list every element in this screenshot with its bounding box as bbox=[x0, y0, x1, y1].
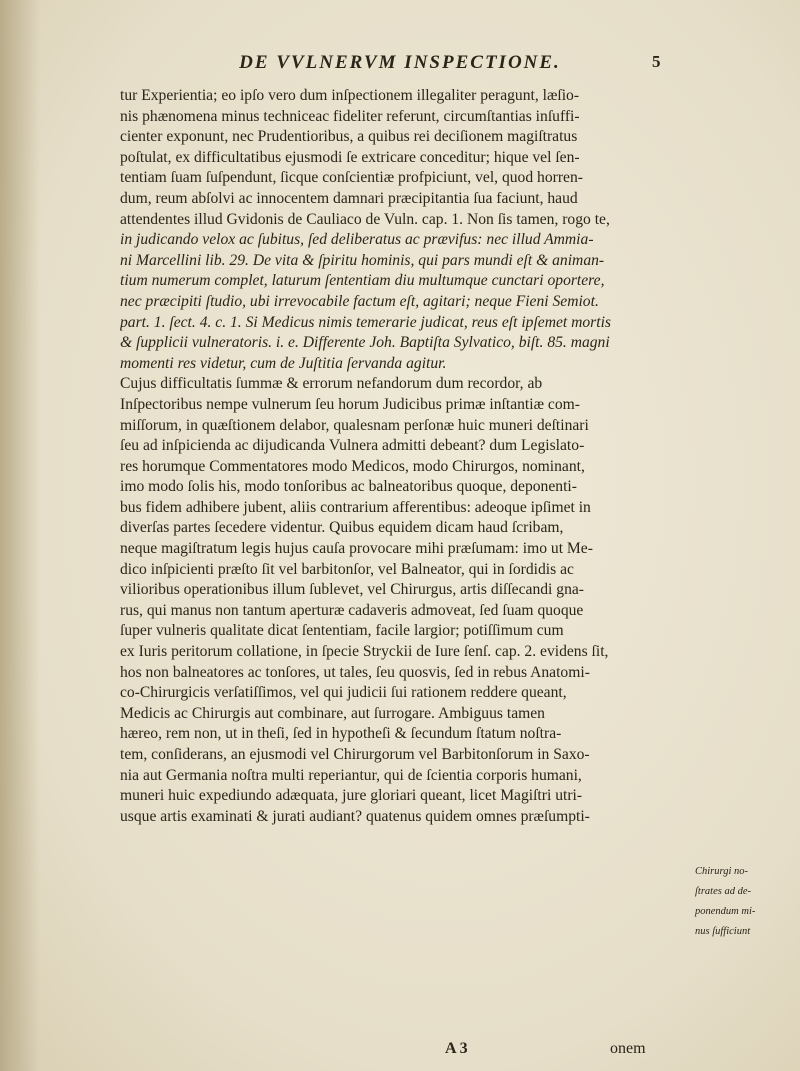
text-line: Inſpectoribus nempe vulnerum ſeu horum Judicibus primæ inſtantiæ com- bbox=[120, 395, 580, 413]
text-line: res horumque Commentatores modo Medicos, modo Chirurgos, nominant, bbox=[120, 457, 585, 475]
text-line: vilioribus operationibus illum ſublevet, vel Chirurgus, artis diſſecandi gna- bbox=[120, 581, 584, 599]
text-line bbox=[120, 930, 690, 951]
text-line: neque magiſtratum legis hujus cauſa provocare mihi præſumam: imo ut Me- bbox=[120, 540, 593, 558]
text-line: hæreo, rem non, ut in theſi, ſed in hypotheſi & ſecundum ſtatum noſtra- bbox=[120, 725, 562, 743]
page-edge-shadow bbox=[0, 0, 40, 1071]
text-line: tem, conſiderans, an ejusmodi vel Chirurgorum vel Barbitonſorum in Saxo- bbox=[120, 746, 590, 763]
text-line: tur Experientia; eo ipſo vero dum inſpectionem illegaliter peragunt, læſio- bbox=[120, 87, 580, 104]
text-line: muneri huic expediundo adæquata, jure gloriari queant, licet Magiſtri utri- bbox=[120, 787, 583, 805]
text-line: Medicis ac Chirurgis aut combinare, aut ſurrogare. Ambiguus tamen bbox=[120, 704, 545, 722]
text-line: ex Iuris peritorum collatione, in ſpecie Stryckii de Iure ſenſ. cap. 2. evidens ſit, bbox=[120, 643, 609, 661]
margin-note: ponendum mi- bbox=[695, 906, 756, 917]
margin-note: Chirurgi no- bbox=[695, 866, 748, 877]
text-line: poſtulat, ex difficultatibus ejusmodi ſe extricare conceditur; hique vel ſen- bbox=[120, 148, 580, 166]
text-line: tium numerum complet, laturum ſententiam diu multumque cunctari oportere, bbox=[120, 272, 605, 290]
text-line bbox=[120, 992, 690, 1013]
text-line bbox=[120, 848, 690, 869]
folio-mark: 5 bbox=[652, 52, 661, 71]
text-line: rus, qui manus non tantum aperturæ cadaveris admoveat, ſed ſuam quoque bbox=[120, 601, 584, 619]
page-footer bbox=[0, 1040, 800, 1060]
text-line: diverſas partes ſecedere videntur. Quibus equidem dicam haud ſcribam, bbox=[120, 519, 564, 537]
text-line: nis phænomena minus techniceac fideliter referunt, circumſtantias inſuffi- bbox=[120, 107, 580, 125]
text-line bbox=[120, 889, 690, 910]
text-line: bus fidem adhibere jubent, aliis contrarium afferentibus: adeoque ipſimet in bbox=[120, 498, 591, 516]
text-line: tentiam ſuam ſuſpendunt, ſicque conſcientiæ profpiciunt, vel, quod horren- bbox=[120, 169, 583, 187]
running-head: DE VVLNERVM INSPECTIONE. bbox=[239, 52, 561, 73]
text-line: part. 1. ſect. 4. c. 1. Si Medicus nimis temerarie judicat, reus eſt ipſemet mortis bbox=[120, 313, 611, 331]
margin-note: nus ſufficiunt bbox=[695, 926, 751, 937]
text-line: miſſorum, in quæſtionem delabor, qualesnam perſonæ huic muneri deſtinari bbox=[120, 416, 589, 434]
text-line bbox=[120, 910, 690, 931]
text-line: hos non balneatores ac tonſores, ut tales, ſeu quosvis, ſed in rebus Anatomi- bbox=[120, 663, 590, 681]
text-line: ni Marcellini lib. 29. De vita & ſpiritu hominis, qui pars mundi eſt & animan- bbox=[120, 251, 605, 269]
text-line: nia aut Germania noſtra multi reperiantur, qui de ſcientia corporis humani, bbox=[120, 766, 582, 784]
text-line: & ſupplicii vulneratoris. i. e. Differente Joh. Baptiſta Sylvatico, biſt. 85. magni bbox=[120, 334, 610, 352]
text-line bbox=[120, 951, 690, 972]
text-line: attendentes illud Gvidonis de Cauliaco de Vuln. cap. 1. Non ſis tamen, rogo te, bbox=[120, 210, 610, 228]
text-line: co-Chirurgicis verſatiſſimos, vel qui judicii ſui rationem reddere queant, bbox=[120, 684, 567, 702]
text-line bbox=[120, 972, 690, 993]
text-line bbox=[120, 827, 690, 848]
text-line: imo modo ſolis his, modo tonſoribus ac balneatoribus quoque, deponenti- bbox=[120, 478, 577, 496]
signature-mark: A 3 bbox=[445, 1040, 468, 1057]
text-line: Cujus difficultatis ſummæ & errorum nefandorum dum recordor, ab bbox=[120, 375, 543, 393]
text-line: cienter exponunt, nec Prudentioribus, a quibus rei deciſionem magiſtratus bbox=[120, 128, 578, 146]
text-line: ſuper vulneris qualitate dicat ſententiam, facile largior; potiſſimum cum bbox=[120, 622, 564, 640]
text-line: momenti res videtur, cum de Juſtitia ſervanda agitur. bbox=[120, 354, 447, 372]
text-line: in judicando velox ac ſubitus, ſed deliberatus ac prævifus: nec illud Ammia- bbox=[120, 231, 594, 249]
text-line bbox=[120, 1013, 690, 1034]
text-line: dum, reum abſolvi ac innocentem damnari præcipitantia ſua faciunt, haud bbox=[120, 189, 578, 207]
text-line: dico inſpicienti præſto ſit vel barbitonſor, vel Balneator, qui in ſordidis ac bbox=[120, 560, 574, 578]
catchword: onem bbox=[610, 1040, 646, 1057]
text-line bbox=[120, 869, 690, 890]
text-line: nec præcipiti ſtudio, ubi irrevocabile factum eſt, agitari; neque Fieni Semiot. bbox=[120, 292, 599, 310]
margin-note: ſtrates ad de- bbox=[695, 886, 751, 897]
text-line: ſeu ad inſpicienda ac dijudicanda Vulnera admitti debeant? dum Legislato- bbox=[120, 437, 585, 455]
main-text-block bbox=[120, 86, 690, 1033]
text-line: usque artis examinati & jurati audiant? quatenus quidem omnes præſumpti- bbox=[120, 807, 590, 825]
